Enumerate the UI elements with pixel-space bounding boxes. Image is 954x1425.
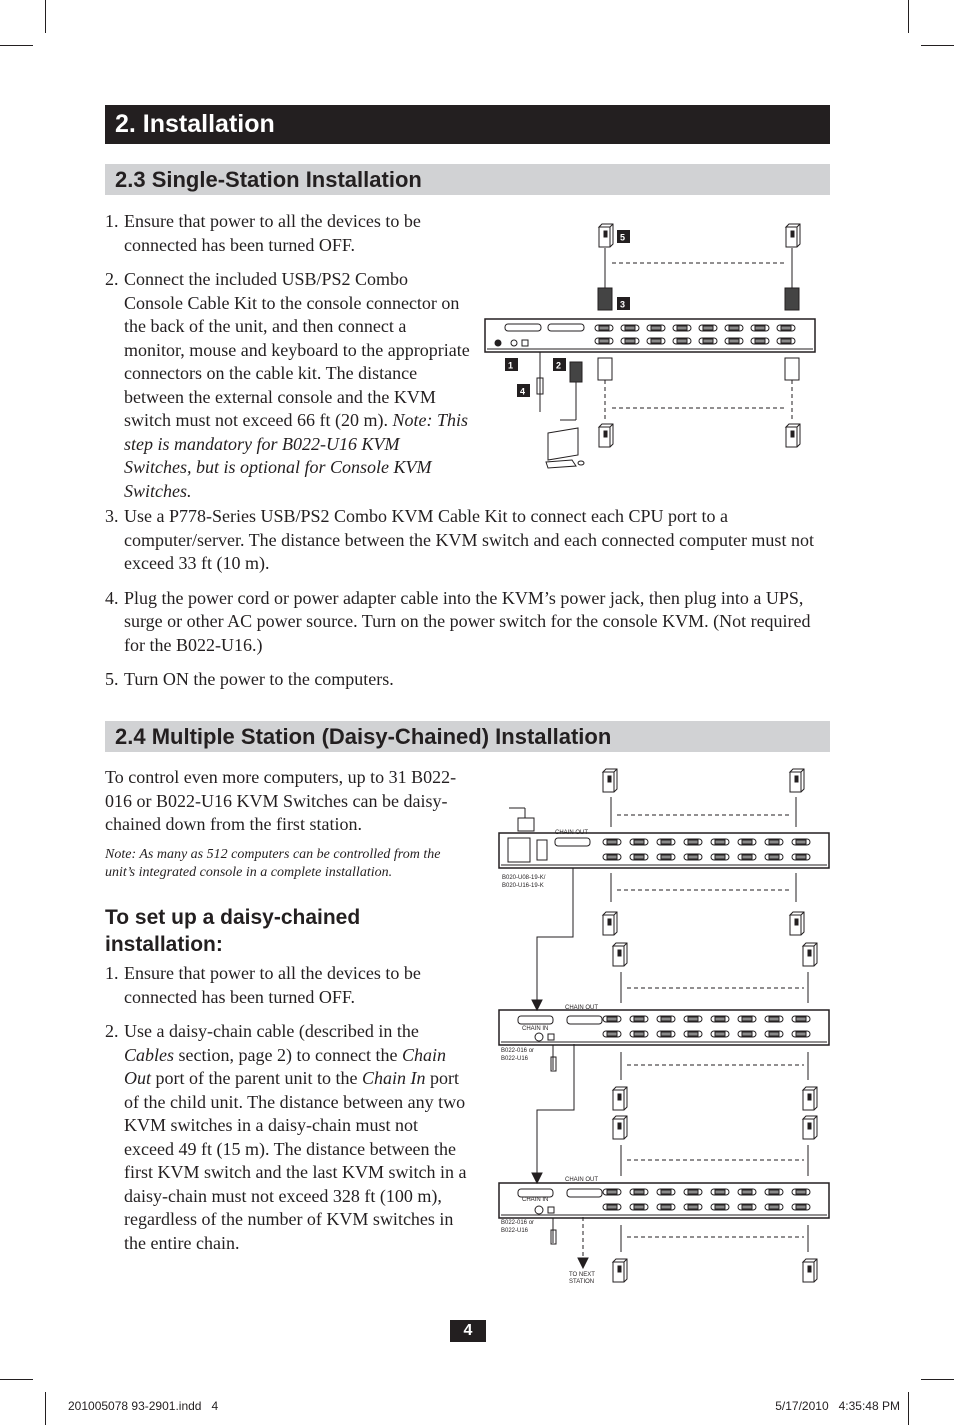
computer-drive-icon [791, 431, 794, 437]
vga-port-pins [769, 1032, 779, 1036]
vga-port-pins [715, 1205, 725, 1209]
vga-port-pins [688, 1017, 698, 1021]
vga-port-pins [688, 855, 698, 859]
vga-port-pins [781, 326, 791, 330]
computer-drive-icon [608, 776, 611, 782]
chapter-title: 2. Installation [105, 105, 830, 144]
list-item: 1. Ensure that power to all the devices to be connected has been turned OFF. [105, 211, 421, 255]
vga-port-pins [651, 326, 661, 330]
ground-screw-icon [495, 340, 501, 346]
computer-drive-icon [791, 231, 794, 237]
mouse-icon [578, 461, 584, 465]
crop-mark [921, 1379, 954, 1380]
computer-drive-icon [795, 776, 798, 782]
crop-mark [0, 1379, 33, 1380]
svg-text:1: 1 [508, 360, 514, 371]
power-switch-icon [548, 1207, 554, 1213]
vga-port-pins [729, 326, 739, 330]
vga-port-pins [742, 1190, 752, 1194]
vga-port-pins [769, 855, 779, 859]
vga-port-pins [729, 339, 739, 343]
power-jack-icon [535, 1206, 543, 1214]
vga-port-pins [634, 855, 644, 859]
crop-mark [45, 0, 46, 33]
vga-port-pins [796, 1032, 806, 1036]
section-title-2-3: 2.3 Single-Station Installation [105, 164, 830, 195]
list-item: 1. Ensure that power to all the devices to be connected has been turned OFF. [105, 963, 421, 1007]
computer-drive-icon [618, 1094, 621, 1100]
power-inlet-icon [508, 838, 530, 862]
vga-port-pins [742, 855, 752, 859]
power-switch-icon [548, 1034, 554, 1040]
step-note: Note: This step is mandatory for B022-U16 KVM Switches, but is optional for Console KVM Switches. [124, 410, 468, 501]
single-station-diagram [480, 215, 820, 475]
vga-port-pins [715, 840, 725, 844]
vga-port-pins [796, 1205, 806, 1209]
list-item: 4. Plug the power cord or power adapter cable into the KVM’s power jack, then plug into a UPS, surge or other AC power source. Turn on the power switch for the console KVM. (Not required for the B022-U16.) [105, 587, 811, 655]
computer-drive-icon [808, 1123, 811, 1129]
vga-port-pins [703, 339, 713, 343]
crop-mark [0, 45, 33, 46]
vga-port-pins [781, 339, 791, 343]
vga-port-pins [677, 339, 687, 343]
svg-text:5: 5 [620, 232, 626, 243]
console-cable-icon [570, 362, 582, 382]
vga-port-pins [607, 855, 617, 859]
vga-port-pins [607, 840, 617, 844]
footer-file: 201005078 93-2901.indd 4 [68, 1399, 219, 1413]
vga-port-pins [634, 1190, 644, 1194]
crop-mark [921, 45, 954, 46]
crop-mark [908, 1392, 909, 1425]
note: Note: As many as 512 computers can be controlled from the unit’s integrated console in a complete installation. [105, 847, 441, 880]
chain-in-port [518, 1189, 553, 1197]
model-label: B020-U16-19-K [502, 883, 544, 889]
vga-port-pins [715, 1017, 725, 1021]
vga-port-pins [688, 1190, 698, 1194]
single-station-steps-a [105, 210, 470, 514]
vga-port-pins [715, 1190, 725, 1194]
page-number: 4 [450, 1320, 486, 1342]
vga-port-pins [742, 1205, 752, 1209]
model-label: B022-U16 [501, 1228, 529, 1234]
computer-drive-icon [618, 1123, 621, 1129]
daisy-chain-steps [105, 962, 470, 1266]
computer-drive-icon [608, 919, 611, 925]
daisy-chain-diagram [495, 760, 835, 1290]
vga-port-pins [715, 855, 725, 859]
vga-port-pins [607, 1190, 617, 1194]
vga-port-pins [703, 326, 713, 330]
cable-connector-icon [785, 358, 799, 380]
arrow-icon [532, 1173, 542, 1183]
vga-port-pins [625, 326, 635, 330]
vga-port-pins [796, 1017, 806, 1021]
footer-timestamp: 5/17/2010 4:35:48 PM [775, 1399, 900, 1413]
vga-port-pins [688, 840, 698, 844]
model-label: B020-U08-19-K/ [502, 875, 546, 881]
vga-port-pins [769, 1205, 779, 1209]
vga-port-pins [661, 1032, 671, 1036]
list-item: 2. Use a daisy-chain cable (described in the Cables section, page 2) to connect the Chain Out port of the parent unit to the Chain In port of the child unit. The distance between any two KVM switches in a daisy-chain must not exceed 49 ft (15 m). The distance between the first KVM switch and the last KVM switch in a daisy-chain must not exceed 328 ft (100 m), regardless of the number of KVM switches in the entire chain. [105, 1021, 467, 1253]
crop-mark [908, 0, 909, 33]
vga-port-pins [607, 1032, 617, 1036]
vga-port-pins [634, 840, 644, 844]
chain-out-label: CHAIN OUT [565, 1177, 598, 1183]
computer-drive-icon [618, 950, 621, 956]
vga-port-pins [634, 1032, 644, 1036]
monitor-icon [548, 428, 578, 460]
vga-port-pins [796, 855, 806, 859]
vga-port-pins [607, 1017, 617, 1021]
next-station-label: STATION [569, 1279, 595, 1285]
vga-port-pins [661, 855, 671, 859]
chain-in-label: CHAIN IN [522, 1026, 549, 1032]
power-switch-icon [537, 840, 547, 860]
vga-port-pins [661, 1205, 671, 1209]
kvm-unit [499, 833, 829, 868]
power-switch-icon [522, 340, 528, 346]
vga-port-pins [796, 1190, 806, 1194]
model-label: B022-U16 [501, 1056, 529, 1062]
vga-port-pins [769, 840, 779, 844]
computer-drive-icon [808, 950, 811, 956]
chain-out-label: CHAIN OUT [555, 830, 588, 836]
vga-port-pins [634, 1205, 644, 1209]
vga-port-pins [607, 1205, 617, 1209]
power-jack-icon [511, 340, 517, 346]
vga-port-pins [625, 339, 635, 343]
vga-port-pins [742, 840, 752, 844]
chain-out-port [555, 838, 590, 846]
vga-port-pins [796, 840, 806, 844]
intro-paragraph: To control even more computers, up to 31 B022-016 or B022-U16 KVM Switches can be daisy-chained down from the first station. [105, 767, 457, 834]
list-item: 3. Use a P778-Series USB/PS2 Combo KVM Cable Kit to connect each CPU port to a computer/server. The distance between the KVM switch and each connected computer must not exceed 33 ft (10 m). [105, 506, 814, 573]
vga-port-pins [661, 840, 671, 844]
single-station-steps-b [105, 505, 830, 703]
computer-drive-icon [604, 231, 607, 237]
chain-out-port [567, 1016, 602, 1024]
vga-port-pins [599, 339, 609, 343]
computer-drive-icon [808, 1266, 811, 1272]
list-item: 5. Turn ON the power to the computers. [105, 669, 394, 689]
computer-drive-icon [808, 1094, 811, 1100]
arrow-icon [532, 1000, 542, 1010]
svg-text:2: 2 [556, 360, 562, 371]
console-connector [505, 324, 541, 331]
vga-port-pins [661, 1017, 671, 1021]
model-label: B022-016 or [501, 1220, 535, 1226]
section-title-2-4: 2.4 Multiple Station (Daisy-Chained) Installation [105, 721, 830, 752]
subheading: To set up a daisy-chained installation: [105, 906, 361, 956]
vga-port-pins [742, 1017, 752, 1021]
vga-port-pins [651, 339, 661, 343]
chain-out-label: CHAIN OUT [565, 1005, 598, 1011]
next-station-label: TO NEXT [569, 1272, 595, 1278]
console-connector [548, 324, 584, 331]
vga-port-pins [677, 326, 687, 330]
computer-drive-icon [618, 1266, 621, 1272]
vga-port-pins [769, 1017, 779, 1021]
vga-port-pins [755, 326, 765, 330]
crop-mark [45, 1392, 46, 1425]
cable-connector-icon [598, 288, 612, 310]
chain-in-port [518, 1016, 553, 1024]
vga-port-pins [769, 1190, 779, 1194]
list-item: 2. Connect the included USB/PS2 Combo Console Cable Kit to the console connector on the back of the unit, and then connect a monitor, mouse and keyboard to the appropriate connectors on the cable kit. The distance between the external console and the KVM switch must not exceed 66 ft (20 m). Note: This step is mandatory for B022-U16 KVM Switches, but is optional for Console KVM Switches. [105, 269, 470, 501]
vga-port-pins [742, 1032, 752, 1036]
chain-in-label: CHAIN IN [522, 1197, 549, 1203]
vga-port-pins [688, 1032, 698, 1036]
power-plug-icon [518, 818, 534, 831]
vga-port-pins [755, 339, 765, 343]
chain-out-port [567, 1189, 602, 1197]
computer-drive-icon [604, 431, 607, 437]
model-label: B022-016 or [501, 1048, 535, 1054]
arrow-icon [578, 1258, 588, 1268]
vga-port-pins [688, 1205, 698, 1209]
svg-text:4: 4 [520, 386, 526, 397]
vga-port-pins [634, 1017, 644, 1021]
cable-connector-icon [785, 288, 799, 310]
svg-text:3: 3 [620, 299, 626, 310]
vga-port-pins [715, 1032, 725, 1036]
vga-port-pins [599, 326, 609, 330]
cable-connector-icon [598, 358, 612, 380]
computer-drive-icon [795, 919, 798, 925]
vga-port-pins [661, 1190, 671, 1194]
keyboard-icon [546, 460, 576, 468]
power-jack-icon [535, 1033, 543, 1041]
